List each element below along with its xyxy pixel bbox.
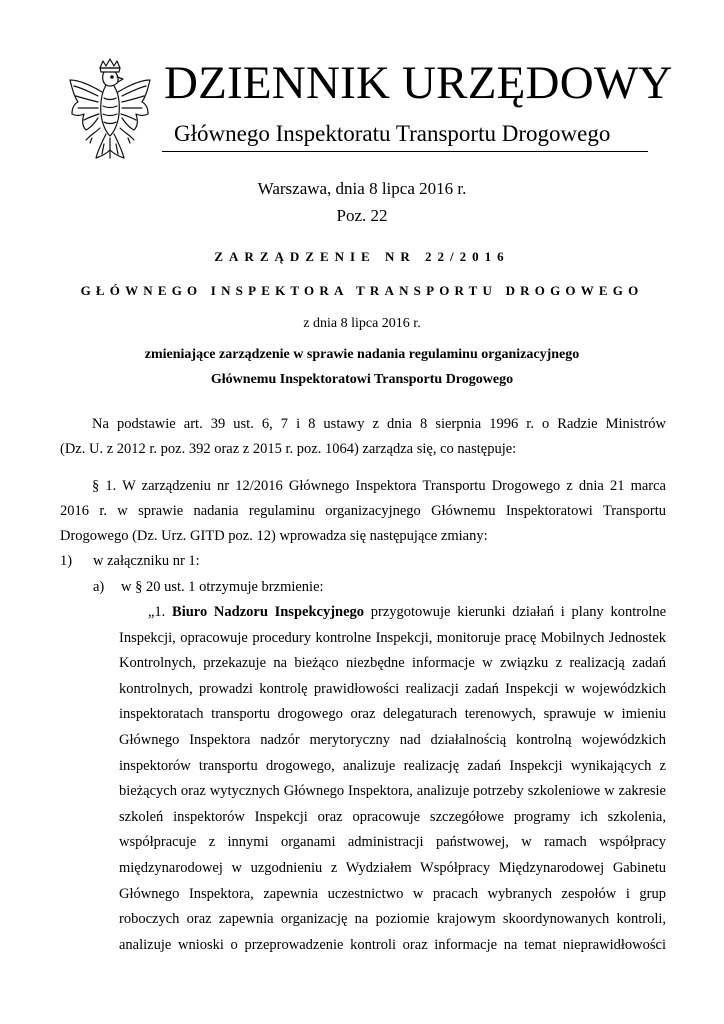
act-date: z dnia 8 lipca 2016 r. [303, 316, 421, 331]
act-subject-line: zmieniające zarządzenie w sprawie nadania regulaminu organizacyjnego [144, 347, 580, 362]
act-title: ZARZĄDZENIE NR 22/2016 [214, 249, 510, 264]
quote-line: Głównego Inspektora nadzór merytoryczny nad działalnością kontrolną wojewódzkich [119, 731, 666, 748]
sub-item-marker: a) [93, 579, 105, 595]
section-line: 2016 r. w sprawie nadania regulaminu organizacyjnego Głównemu Inspektoratowi Transportu [60, 503, 666, 520]
quoted-provision [119, 600, 666, 958]
preamble-line: (Dz. U. z 2012 r. poz. 392 oraz z 2015 r. poz. 1064) zarządza się, co następuje: [60, 441, 517, 458]
quote-line: analizuje wnioski o przeprowadzenie kontroli oraz informacje na temat nieprawidłowości [119, 936, 666, 953]
sub-item-text: w § 20 ust. 1 otrzymuje brzmienie: [121, 579, 324, 595]
section-1-paragraph [60, 474, 666, 550]
act-issuer: GŁÓWNEGO INSPEKTORA TRANSPORTU DROGOWEGO [80, 283, 644, 298]
journal-subtitle: Głównego Inspektoratu Transportu Drogowego [174, 121, 611, 146]
quote-line: bieżących oraz wytycznych Głównego Inspektora, analizuje potrzeby szkoleniowe w zakresie [119, 783, 666, 800]
preamble-paragraph [60, 412, 666, 462]
quote-line: kontrolnych, prowadzi kontrolę prawidłowości realizacji zadań Inspekcji w wojewódzkich [119, 680, 666, 697]
quote-line: Kontrolnych, przekazuje na bieżąco niezbędne informacje w związku z realizacją zadań [119, 655, 666, 672]
quote-line: międzynarodowej w uzgodnieniu z Wydziałem Współpracy Międzynarodowej Gabinetu [119, 859, 666, 876]
polish-eagle-emblem-icon [62, 58, 158, 168]
quote-line: inspektoratach transportu drogowego oraz delegaturach terenowych, sprawuje w imieniu [119, 706, 666, 723]
section-line: Drogowego (Dz. Urz. GITD poz. 12) wprowadza się następujące zmiany: [60, 528, 488, 545]
preamble-line: Na podstawie art. 39 ust. 6, 7 i 8 ustawy z dnia 8 sierpnia 1996 r. o Radzie Ministrów [92, 416, 666, 432]
list-item-text: w załączniku nr 1: [93, 553, 200, 569]
journal-title: DZIENNIK URZĘDOWY [164, 57, 673, 109]
quote-unit-name: Biuro Nadzoru Inspekcyjnego [172, 604, 365, 620]
quote-line: szkoleń inspektorów Inspekcji oraz opracowuje szczegółowe programy ich szkolenia, [119, 808, 666, 825]
quote-line: Głównego Inspektora, zapewnia uczestnictwo w pracach wybranych zespołów i grup [119, 885, 666, 902]
publication-place-date-text: Warszawa, dnia 8 lipca 2016 r. [257, 179, 467, 198]
quote-line: inspektorów transportu drogowego, analizuje realizację zadań Inspekcji wynikających z [119, 757, 666, 774]
quote-line: Inspekcji, opracowuje procedury kontrolne Inspekcji, monitoruje pracę Mobilnych Jednostek [119, 629, 666, 646]
quote-line-rest: przygotowuje kierunki działań i plany kontrolne [370, 604, 666, 620]
masthead-divider [162, 151, 648, 152]
quote-line: roboczych oraz zapewnia organizację na poziomie krajowym skoordynowanych kontroli, [119, 911, 666, 928]
section-line: § 1. W zarządzeniu nr 12/2016 Głównego Inspektora Transportu Drogowego z dnia 21 marca [92, 478, 666, 494]
quote-first-line [119, 600, 666, 626]
publication-position: Poz. 22 [336, 206, 388, 225]
quote-opening: „1. [148, 604, 166, 620]
quote-line: współpracuje z innymi organami administracji państwowej, w ramach współpracy [119, 834, 666, 851]
list-item-marker: 1) [60, 553, 73, 569]
publication-place-date [0, 179, 724, 199]
act-subject-line: Głównemu Inspektoratowi Transportu Drogowego [210, 372, 514, 387]
